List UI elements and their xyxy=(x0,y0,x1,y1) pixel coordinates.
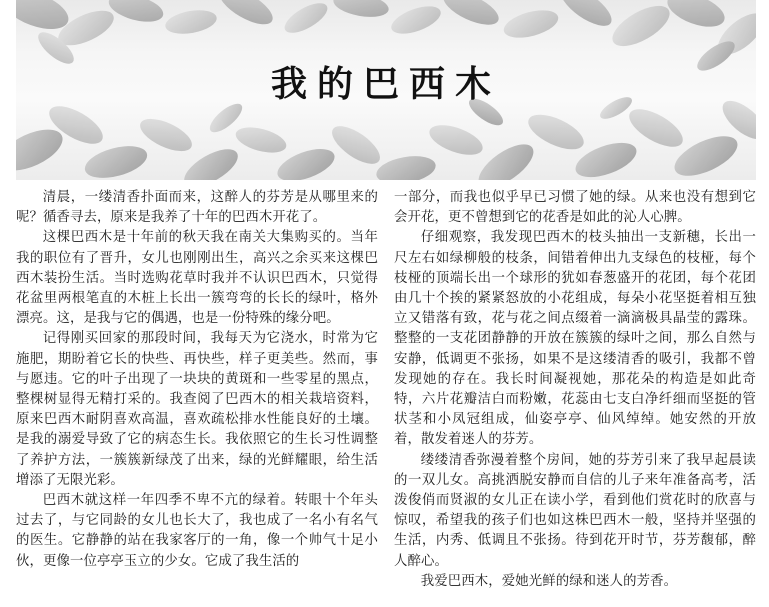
paragraph: 巴西木就这样一年四季不卑不亢的绿着。转眼十个年头过去了，与它同龄的女儿也长大了，我也成了一名小有名气的医生。它静静的站在我家客厅的一角，像一个帅气十足小伙，更像一位亭亭玉立的少女。它成了我生活的 xyxy=(16,493,378,569)
paragraph: 我爱巴西木，爱她光鲜的绿和迷人的芳香。 xyxy=(420,573,678,589)
left-column xyxy=(16,188,378,600)
article-body xyxy=(16,188,756,600)
paragraph-continued: 一部分，而我也似乎早已习惯了她的绿。从来也没有想到它会开花，更不曾想到它的花香是如此的沁人心脾。 xyxy=(394,190,756,226)
article-title: 我的巴西木 xyxy=(270,63,501,105)
title-banner xyxy=(16,0,756,180)
paragraph: 缕缕清香弥漫着整个房间，她的芬芳引来了我早起晨读的一双儿女。高挑洒脱安静而自信的儿子来年准备高考，活泼俊俏而贤淑的女儿正在读小学，看到他们赏花时的欣喜与惊叹，希望我的孩子们也如这株巴西木一般，坚持并坚强的生活，内秀、低调且不张扬。待到花开时节，芬芳馥郁，醉人醉心。 xyxy=(394,452,756,569)
paragraph: 这棵巴西木是十年前的秋天我在南关大集购买的。当年我的职位有了晋升，女儿也刚刚出生，高兴之余买来这棵巴西木装扮生活。当时选购花草时我并不认识巴西木，只觉得花盆里两根笔直的木桩上长出一簇弯弯的长长的绿叶，格外漂亮。这，是我与它的偶遇，也是一份特殊的缘分吧。 xyxy=(16,230,378,327)
paragraph: 清晨，一缕清香扑面而来，这醉人的芬芳是从哪里来的呢？循香寻去，原来是我养了十年的巴西木开花了。 xyxy=(16,190,378,226)
right-column xyxy=(394,188,756,600)
paragraph: 仔细观察，我发现巴西木的枝头抽出一支新穗，长出一尺左右如绿柳般的枝条，间错着伸出九支绿色的枝桠，每个枝桠的顶端长出一个球形的犹如春葱盛开的花团，每个花团由几十个挨的紧紧怒放的小花组成，每朵小花坚挺着相互独立又错落有致，花与花之间点缀着一滴滴极具晶莹的露珠。整整的一支花团静静的开放在簇簇的绿叶之间，那么自然与安静，低调更不张扬，如果不是这缕清香的吸引，我都不曾发现她的存在。我长时间凝视她，那花朵的构造是如此奇特，六片花瓣洁白而粉嫩，花蕊由七支白净纤细而坚挺的管状茎和小凤冠组成，仙姿亭亭、仙风绰绰。她安然的开放着，散发着迷人的芬芳。 xyxy=(394,230,756,448)
paragraph: 记得刚买回家的那段时间，我每天为它浇水，时常为它施肥，期盼着它长的快些、再快些，样子更美些。然而，事与愿违。它的叶子出现了一块块的黄斑和一些零星的黑点，整棵树显得无精打采的。我查阅了巴西木的相关栽培资料，原来巴西木耐阴喜欢高温，喜欢疏松排水性能良好的土壤。是我的溺爱导致了它的病态生长。我依照它的生长习性调整了养护方法，一簇簇新绿茂了出来，绿的光鲜耀眼，给生活增添了无限光彩。 xyxy=(16,331,378,488)
